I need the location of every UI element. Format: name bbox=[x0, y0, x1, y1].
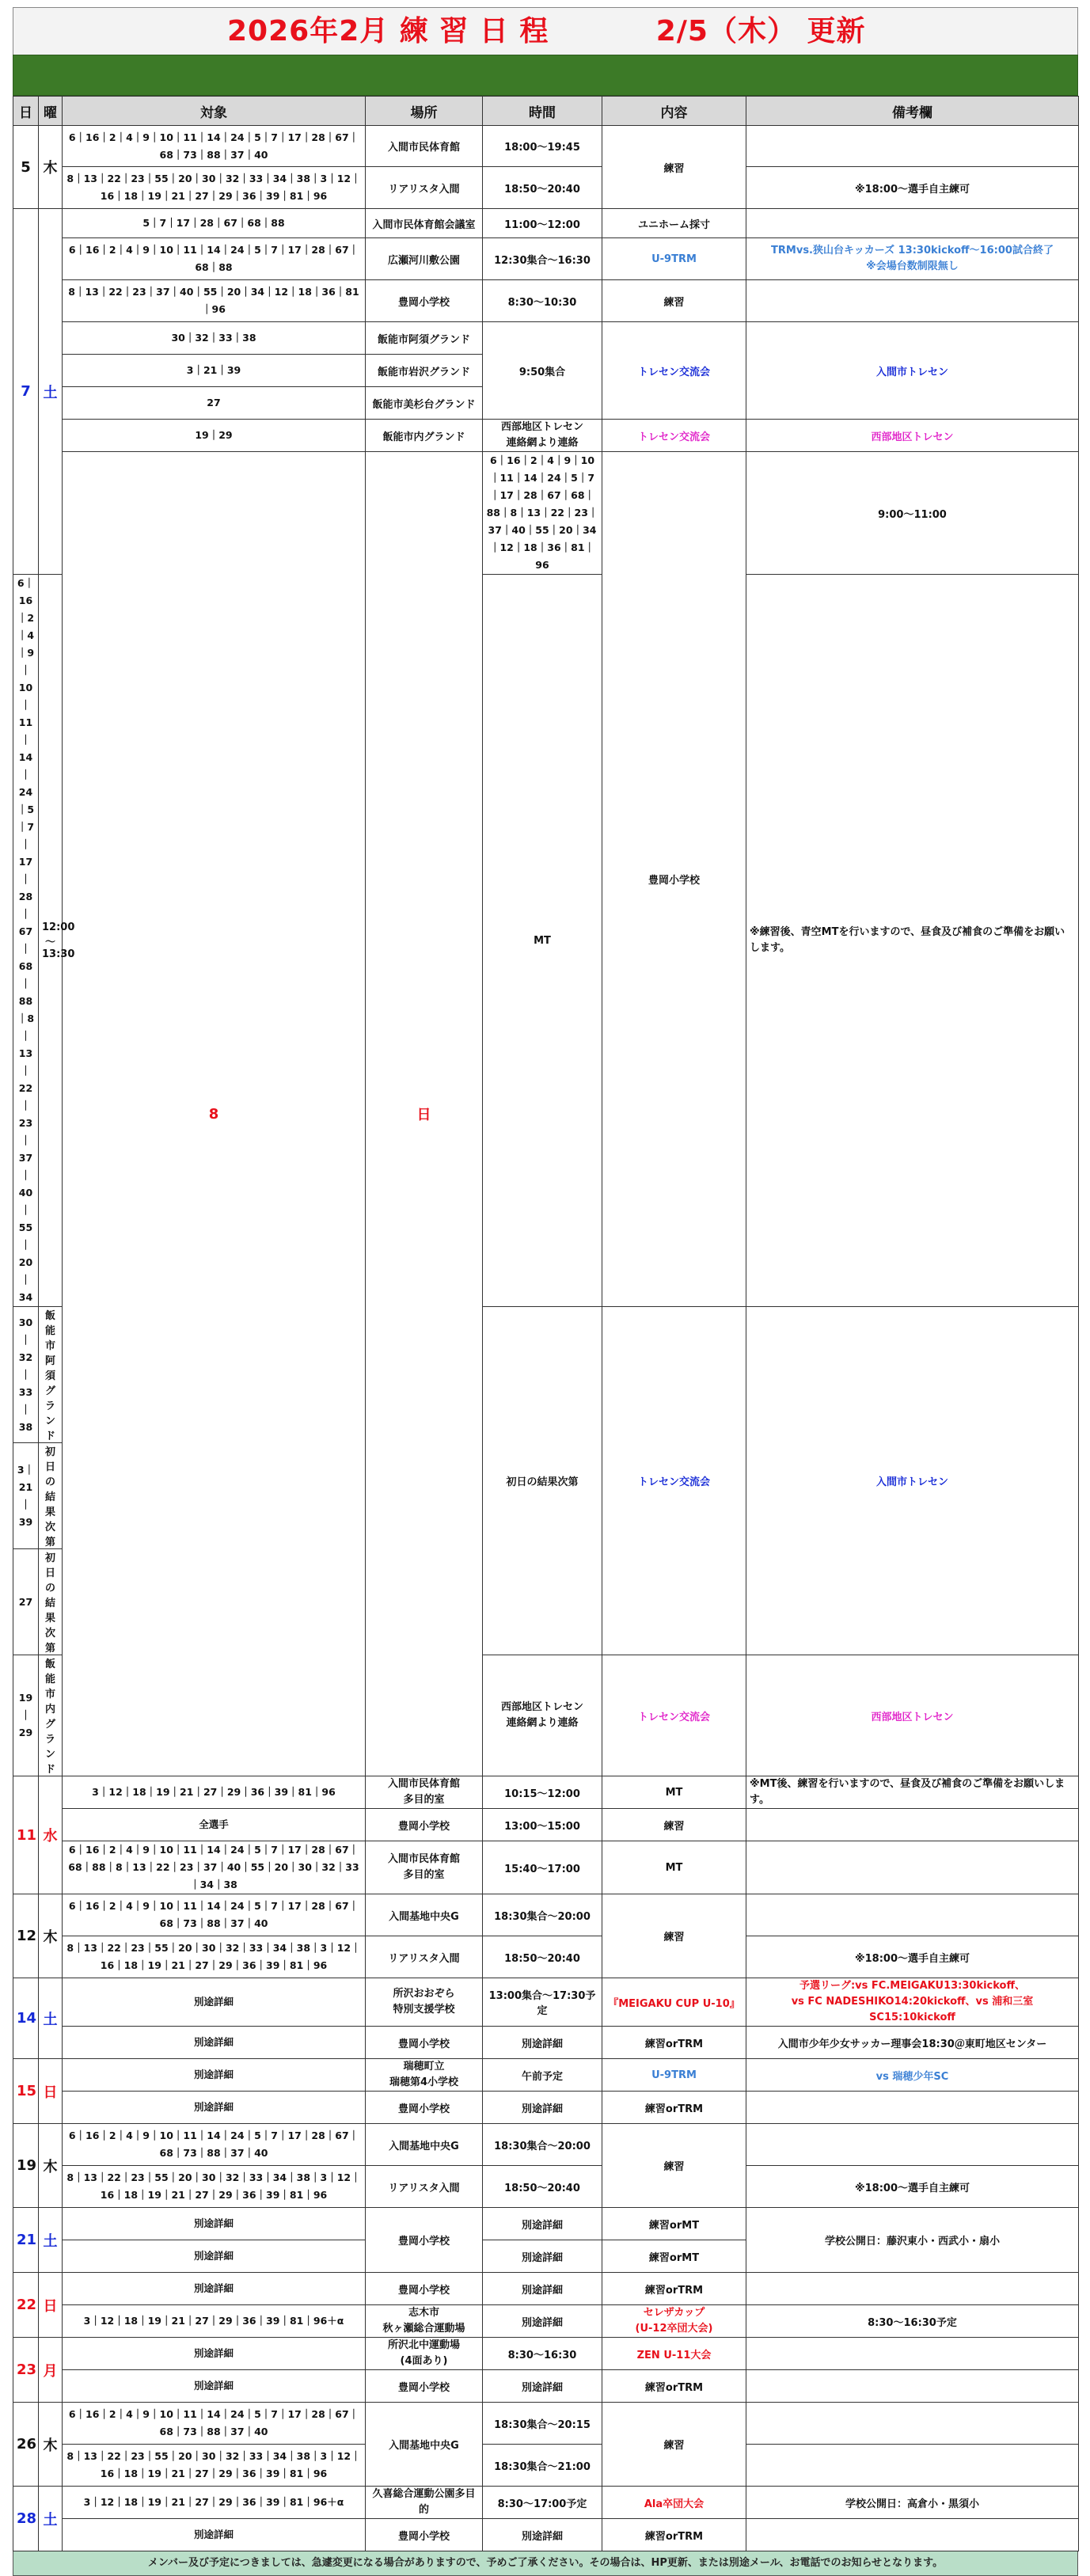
table-cell: ※練習後、青空MTを行いますので、昼食及び補食のご準備をお願いします。 bbox=[746, 575, 1079, 1307]
table-row bbox=[13, 2027, 1079, 2059]
table-cell: MT bbox=[483, 575, 602, 1307]
table-cell: 3｜12｜18｜19｜21｜27｜29｜36｜39｜81｜96 bbox=[63, 1776, 366, 1809]
table-cell: 入間市民体育館 bbox=[366, 126, 483, 167]
table-cell: 初日の結果次第 bbox=[39, 1549, 63, 1655]
table-cell: 予選リーグ:vs FC.MEIGAKU13:30kickoff、 vs FC NADESHIKO14:20kickoff、vs 浦和三室SC15:10kickoff bbox=[746, 1978, 1079, 2027]
table-cell: 28 bbox=[13, 2487, 39, 2551]
table-cell bbox=[746, 2092, 1079, 2124]
table-cell: 別途詳細 bbox=[63, 2059, 366, 2092]
table-row bbox=[13, 420, 1079, 452]
table-cell: 別途詳細 bbox=[63, 1978, 366, 2027]
table-cell: 6｜16｜2｜4｜9｜10｜11｜14｜24｜5｜7｜17｜28｜67｜68｜88｜8｜13｜22｜23｜37｜40｜55｜20｜34｜12｜18｜36｜81｜96 bbox=[483, 452, 602, 575]
table-cell: 8:30～10:30 bbox=[483, 280, 602, 322]
table-cell: リアリスタ入間 bbox=[366, 167, 483, 209]
table-cell: 別途詳細 bbox=[63, 2027, 366, 2059]
table-cell: 3｜12｜18｜19｜21｜27｜29｜36｜39｜81｜96＋α bbox=[63, 2305, 366, 2338]
table-row bbox=[13, 2370, 1079, 2403]
table-cell: 別途詳細 bbox=[483, 2370, 602, 2403]
table-cell: 初日の結果次第 bbox=[39, 1443, 63, 1549]
table-cell: 19 bbox=[13, 2124, 39, 2208]
table-cell: 飯能市内グランド bbox=[366, 420, 483, 452]
table-row bbox=[13, 126, 1079, 167]
table-cell bbox=[746, 1809, 1079, 1841]
table-cell: 13:00～15:00 bbox=[483, 1809, 602, 1841]
table-cell: 練習orTRM bbox=[602, 2370, 746, 2403]
table-cell: TRMvs.狭山台キッカーズ 13:30kickoff～16:00試合終了 ※会場台数制限無し bbox=[746, 238, 1079, 280]
table-cell: 飯能市内グランド bbox=[39, 1655, 63, 1776]
table-cell: 6｜16｜2｜4｜9｜10｜11｜14｜24｜5｜7｜17｜28｜67｜68｜73｜88｜37｜40 bbox=[63, 126, 366, 167]
table-cell: 木 bbox=[39, 2403, 63, 2487]
table-cell: 入間基地中央G bbox=[366, 2124, 483, 2166]
table-cell bbox=[746, 2370, 1079, 2403]
table-cell: トレセン交流会 bbox=[602, 420, 746, 452]
header-time: 時間 bbox=[483, 97, 602, 126]
table-cell: 豊岡小学校 bbox=[366, 2273, 483, 2305]
table-cell: 木 bbox=[39, 2124, 63, 2208]
table-cell: 練習orTRM bbox=[602, 2027, 746, 2059]
table-cell: 3｜21｜39 bbox=[13, 1443, 39, 1549]
table-cell: 練習 bbox=[602, 2403, 746, 2487]
table-row bbox=[13, 167, 1079, 209]
table-cell: 広瀬河川敷公園 bbox=[366, 238, 483, 280]
table-cell: 14 bbox=[13, 1978, 39, 2059]
table-cell bbox=[746, 2445, 1079, 2487]
table-cell: 飯能市阿須グランド bbox=[39, 1307, 63, 1443]
table-cell: 所沢北中運動場 (4面あり) bbox=[366, 2338, 483, 2370]
table-cell: 8:30～16:30 bbox=[483, 2338, 602, 2370]
table-cell: 別途詳細 bbox=[483, 2208, 602, 2240]
table-cell bbox=[746, 2273, 1079, 2305]
table-cell: 練習orTRM bbox=[602, 2273, 746, 2305]
table-cell: 入間市少年少女サッカー理事会18:30＠東町地区センター bbox=[746, 2027, 1079, 2059]
table-cell: トレセン交流会 bbox=[602, 1655, 746, 1776]
table-cell: 全選手 bbox=[63, 1809, 366, 1841]
table-cell: 入間市民体育館 多目的室 bbox=[366, 1776, 483, 1809]
table-cell: 8｜13｜22｜23｜55｜20｜30｜32｜33｜34｜38｜3｜12｜16｜18｜19｜21｜27｜29｜36｜39｜81｜96 bbox=[63, 2445, 366, 2487]
table-cell: 月 bbox=[39, 2338, 63, 2403]
table-cell: 練習orMT bbox=[602, 2240, 746, 2273]
table-cell: 練習 bbox=[602, 2124, 746, 2208]
table-cell: 西部地区トレセン 連絡網より連絡 bbox=[483, 420, 602, 452]
table-cell: 練習 bbox=[602, 126, 746, 209]
table-cell: Ala卒団大会 bbox=[602, 2487, 746, 2519]
table-cell bbox=[746, 1841, 1079, 1894]
table-cell: 別途詳細 bbox=[483, 2240, 602, 2273]
table-header-row bbox=[13, 97, 1079, 126]
table-cell: 12 bbox=[13, 1894, 39, 1978]
table-row bbox=[13, 2124, 1079, 2166]
table-cell: 学校公開日：高倉小・黒須小 bbox=[746, 2487, 1079, 2519]
table-cell: リアリスタ入間 bbox=[366, 2166, 483, 2208]
table-cell: ZEN U-11大会 bbox=[602, 2338, 746, 2370]
table-cell: 別途詳細 bbox=[483, 2027, 602, 2059]
table-cell bbox=[746, 2338, 1079, 2370]
table-cell: 飯能市岩沢グランド bbox=[366, 355, 483, 387]
table-cell bbox=[746, 126, 1079, 167]
table-cell: 18:00～19:45 bbox=[483, 126, 602, 167]
table-cell: 豊岡小学校 bbox=[366, 2092, 483, 2124]
table-cell: 10:15～12:00 bbox=[483, 1776, 602, 1809]
table-cell bbox=[746, 2403, 1079, 2445]
table-row bbox=[13, 1936, 1079, 1978]
table-cell: 21 bbox=[13, 2208, 39, 2273]
table-cell: 『MEIGAKU CUP U-10』 bbox=[602, 1978, 746, 2027]
table-cell: vs 瑞穂少年SC bbox=[746, 2059, 1079, 2092]
table-cell: 練習 bbox=[602, 280, 746, 322]
schedule-sheet bbox=[13, 7, 1078, 2576]
header-notes: 備考欄 bbox=[746, 97, 1079, 126]
table-cell: 別途詳細 bbox=[63, 2519, 366, 2551]
table-row bbox=[13, 2092, 1079, 2124]
table-row bbox=[13, 1809, 1079, 1841]
header-weekday: 曜 bbox=[39, 97, 63, 126]
table-cell: 土 bbox=[39, 2487, 63, 2551]
table-cell: 6｜16｜2｜4｜9｜10｜11｜14｜24｜5｜7｜17｜28｜67｜68｜73｜88｜37｜40 bbox=[63, 2124, 366, 2166]
table-cell: 土 bbox=[39, 2208, 63, 2273]
table-cell: 11 bbox=[13, 1776, 39, 1894]
table-cell: 西部地区トレセン bbox=[746, 1655, 1079, 1776]
table-cell: 豊岡小学校 bbox=[366, 2370, 483, 2403]
table-cell: 初日の結果次第 bbox=[483, 1307, 602, 1655]
table-cell: 30｜32｜33｜38 bbox=[63, 322, 366, 355]
table-row bbox=[13, 1978, 1079, 2027]
table-cell: 練習orTRM bbox=[602, 2092, 746, 2124]
table-cell bbox=[746, 209, 1079, 238]
table-cell: 豊岡小学校 bbox=[366, 2208, 483, 2273]
table-cell: ※18:00～選手自主練可 bbox=[746, 2166, 1079, 2208]
table-cell: 別途詳細 bbox=[63, 2273, 366, 2305]
table-cell: 3｜12｜18｜19｜21｜27｜29｜36｜39｜81｜96＋α bbox=[63, 2487, 366, 2519]
table-cell: 土 bbox=[39, 209, 63, 575]
table-cell: 22 bbox=[13, 2273, 39, 2338]
table-cell: 8:30～17:00予定 bbox=[483, 2487, 602, 2519]
header-place: 場所 bbox=[366, 97, 483, 126]
table-cell: 豊岡小学校 bbox=[366, 280, 483, 322]
table-cell: U-9TRM bbox=[602, 238, 746, 280]
table-row bbox=[13, 2487, 1079, 2519]
table-cell: MT bbox=[602, 1841, 746, 1894]
table-cell: 日 bbox=[39, 2059, 63, 2124]
table-cell: 8｜13｜22｜23｜55｜20｜30｜32｜33｜34｜38｜3｜12｜16｜18｜19｜21｜27｜29｜36｜39｜81｜96 bbox=[63, 167, 366, 209]
table-cell: 6｜16｜2｜4｜9｜10｜11｜14｜24｜5｜7｜17｜28｜67｜68｜88｜8｜13｜22｜23｜37｜40｜55｜20｜34 bbox=[13, 575, 39, 1307]
table-cell: ユニホーム採寸 bbox=[602, 209, 746, 238]
table-cell bbox=[746, 2519, 1079, 2551]
table-cell: 志木市 秋ヶ瀬総合運動場 bbox=[366, 2305, 483, 2338]
table-cell: 18:30集合～20:00 bbox=[483, 2124, 602, 2166]
table-cell: 9:00～11:00 bbox=[746, 452, 1079, 575]
table-cell: 別途詳細 bbox=[63, 2240, 366, 2273]
table-cell: 木 bbox=[39, 126, 63, 209]
table-cell: 12:30集合～16:30 bbox=[483, 238, 602, 280]
table-row bbox=[13, 2059, 1079, 2092]
table-cell: 18:50～20:40 bbox=[483, 167, 602, 209]
table-cell: 26 bbox=[13, 2403, 39, 2487]
table-cell: 別途詳細 bbox=[63, 2338, 366, 2370]
table-cell: 18:30集合～20:00 bbox=[483, 1894, 602, 1936]
table-cell: 練習 bbox=[602, 1809, 746, 1841]
table-cell: 11:00～12:00 bbox=[483, 209, 602, 238]
table-cell: 5｜7｜17｜28｜67｜68｜88 bbox=[63, 209, 366, 238]
table-cell: セレザカップ (U-12卒団大会) bbox=[602, 2305, 746, 2338]
table-cell: 別途詳細 bbox=[483, 2519, 602, 2551]
table-cell: 別途詳細 bbox=[483, 2305, 602, 2338]
table-cell: 別途詳細 bbox=[63, 2092, 366, 2124]
table-cell: 豊岡小学校 bbox=[366, 2519, 483, 2551]
table-cell: 練習 bbox=[602, 1894, 746, 1978]
table-cell: 西部地区トレセン bbox=[746, 420, 1079, 452]
table-row bbox=[13, 322, 1079, 355]
schedule-body bbox=[13, 126, 1079, 2551]
table-row bbox=[13, 2305, 1079, 2338]
table-row bbox=[13, 1841, 1079, 1894]
table-cell: 日 bbox=[366, 452, 483, 1776]
table-cell: 入間基地中央G bbox=[366, 2403, 483, 2487]
header-day: 日 bbox=[13, 97, 39, 126]
table-cell: 豊岡小学校 bbox=[602, 452, 746, 1307]
table-cell bbox=[746, 280, 1079, 322]
table-cell: 6｜16｜2｜4｜9｜10｜11｜14｜24｜5｜7｜17｜28｜67｜68｜88｜8｜13｜22｜23｜37｜40｜55｜20｜30｜32｜33｜34｜38 bbox=[63, 1841, 366, 1894]
table-cell: 8｜13｜22｜23｜55｜20｜30｜32｜33｜34｜38｜3｜12｜16｜18｜19｜21｜27｜29｜36｜39｜81｜96 bbox=[63, 1936, 366, 1978]
table-row bbox=[13, 1894, 1079, 1936]
table-cell: トレセン交流会 bbox=[602, 1307, 746, 1655]
table-row bbox=[13, 2166, 1079, 2208]
schedule-table bbox=[13, 96, 1079, 2551]
table-cell: 練習orMT bbox=[602, 2208, 746, 2240]
page-title: 2026年2月 練 習 日 程 2/5（木） 更新 bbox=[13, 7, 1078, 55]
table-row bbox=[13, 1776, 1079, 1809]
table-cell: 練習orTRM bbox=[602, 2519, 746, 2551]
table-cell: 別途詳細 bbox=[63, 2208, 366, 2240]
table-cell: 18:50～20:40 bbox=[483, 2166, 602, 2208]
table-cell: 豊岡小学校 bbox=[366, 2027, 483, 2059]
table-row bbox=[13, 452, 1079, 575]
table-cell: ※18:00～選手自主練可 bbox=[746, 1936, 1079, 1978]
table-cell: 入間市トレセン bbox=[746, 322, 1079, 420]
header-content: 内容 bbox=[602, 97, 746, 126]
table-cell: 所沢おおぞら 特別支援学校 bbox=[366, 1978, 483, 2027]
table-row bbox=[13, 2338, 1079, 2370]
table-cell: リアリスタ入間 bbox=[366, 1936, 483, 1978]
table-cell: 8 bbox=[63, 452, 366, 1776]
table-cell: 23 bbox=[13, 2338, 39, 2403]
table-cell: 西部地区トレセン 連絡網より連絡 bbox=[483, 1655, 602, 1776]
table-cell: 午前予定 bbox=[483, 2059, 602, 2092]
table-cell: 13:00集合～17:30予定 bbox=[483, 1978, 602, 2027]
table-cell: 久喜総合運動公園多目的 bbox=[366, 2487, 483, 2519]
table-cell: 入間市トレセン bbox=[746, 1307, 1079, 1655]
table-cell: 18:30集合～21:00 bbox=[483, 2445, 602, 2487]
table-cell: ※MT後、練習を行いますので、昼食及び補食のご準備をお願いします。 bbox=[746, 1776, 1079, 1809]
table-cell: ※18:00～選手自主練可 bbox=[746, 167, 1079, 209]
table-cell: 6｜16｜2｜4｜9｜10｜11｜14｜24｜5｜7｜17｜28｜67｜68｜73｜88｜37｜40 bbox=[63, 1894, 366, 1936]
table-cell: MT bbox=[602, 1776, 746, 1809]
table-cell: 8｜13｜22｜23｜55｜20｜30｜32｜33｜34｜38｜3｜12｜16｜18｜19｜21｜27｜29｜36｜39｜81｜96 bbox=[63, 2166, 366, 2208]
table-cell: 別途詳細 bbox=[483, 2092, 602, 2124]
table-cell: 30｜32｜33｜38 bbox=[13, 1307, 39, 1443]
table-row bbox=[13, 280, 1079, 322]
table-row bbox=[13, 2519, 1079, 2551]
table-cell: 27 bbox=[13, 1549, 39, 1655]
footer-notice: メンバー及び予定につきましては、急遽変更になる場合がありますので、予めご了承ください。その場合は、HP更新、または別途メール、お電話でのお知らせとなります。 bbox=[13, 2551, 1078, 2576]
table-cell: 入間市民体育館会議室 bbox=[366, 209, 483, 238]
table-row bbox=[13, 209, 1079, 238]
header-target: 対象 bbox=[63, 97, 366, 126]
table-cell: 19｜29 bbox=[13, 1655, 39, 1776]
table-cell: 8:30～16:30予定 bbox=[746, 2305, 1079, 2338]
table-cell: 6｜16｜2｜4｜9｜10｜11｜14｜24｜5｜7｜17｜28｜67｜68｜88 bbox=[63, 238, 366, 280]
table-row bbox=[13, 2273, 1079, 2305]
table-cell: 19｜29 bbox=[63, 420, 366, 452]
table-cell: 15:40～17:00 bbox=[483, 1841, 602, 1894]
table-row bbox=[13, 2403, 1079, 2445]
table-row bbox=[13, 2445, 1079, 2487]
table-cell: 別途詳細 bbox=[483, 2273, 602, 2305]
table-cell: 日 bbox=[39, 2273, 63, 2338]
table-cell: 飯能市阿須グランド bbox=[366, 322, 483, 355]
table-cell: 水 bbox=[39, 1776, 63, 1894]
table-cell bbox=[746, 1894, 1079, 1936]
table-cell: 18:30集合～20:15 bbox=[483, 2403, 602, 2445]
table-cell: 7 bbox=[13, 209, 39, 575]
table-cell: 6｜16｜2｜4｜9｜10｜11｜14｜24｜5｜7｜17｜28｜67｜68｜73｜88｜37｜40 bbox=[63, 2403, 366, 2445]
table-cell: 3｜21｜39 bbox=[63, 355, 366, 387]
table-cell: 15 bbox=[13, 2059, 39, 2124]
table-cell: 18:50～20:40 bbox=[483, 1936, 602, 1978]
table-cell: 12:00～13:30 bbox=[39, 575, 63, 1307]
table-cell: 8｜13｜22｜23｜37｜40｜55｜20｜34｜12｜18｜36｜81｜96 bbox=[63, 280, 366, 322]
table-cell: 27 bbox=[63, 387, 366, 420]
header-band bbox=[13, 55, 1078, 96]
table-cell: 9:50集合 bbox=[483, 322, 602, 420]
table-cell bbox=[746, 2124, 1079, 2166]
table-cell: 瑞穂町立 瑞穂第4小学校 bbox=[366, 2059, 483, 2092]
table-cell: 学校公開日：藤沢東小・西武小・扇小 bbox=[746, 2208, 1079, 2273]
table-cell: トレセン交流会 bbox=[602, 322, 746, 420]
table-cell: U-9TRM bbox=[602, 2059, 746, 2092]
table-row bbox=[13, 2208, 1079, 2240]
table-cell: 5 bbox=[13, 126, 39, 209]
table-cell: 土 bbox=[39, 1978, 63, 2059]
table-cell: 入間市民体育館 多目的室 bbox=[366, 1841, 483, 1894]
table-cell: 飯能市美杉台グランド bbox=[366, 387, 483, 420]
table-cell: 別途詳細 bbox=[63, 2370, 366, 2403]
table-cell: 木 bbox=[39, 1894, 63, 1978]
table-row bbox=[13, 238, 1079, 280]
table-cell: 入間基地中央G bbox=[366, 1894, 483, 1936]
table-cell: 豊岡小学校 bbox=[366, 1809, 483, 1841]
